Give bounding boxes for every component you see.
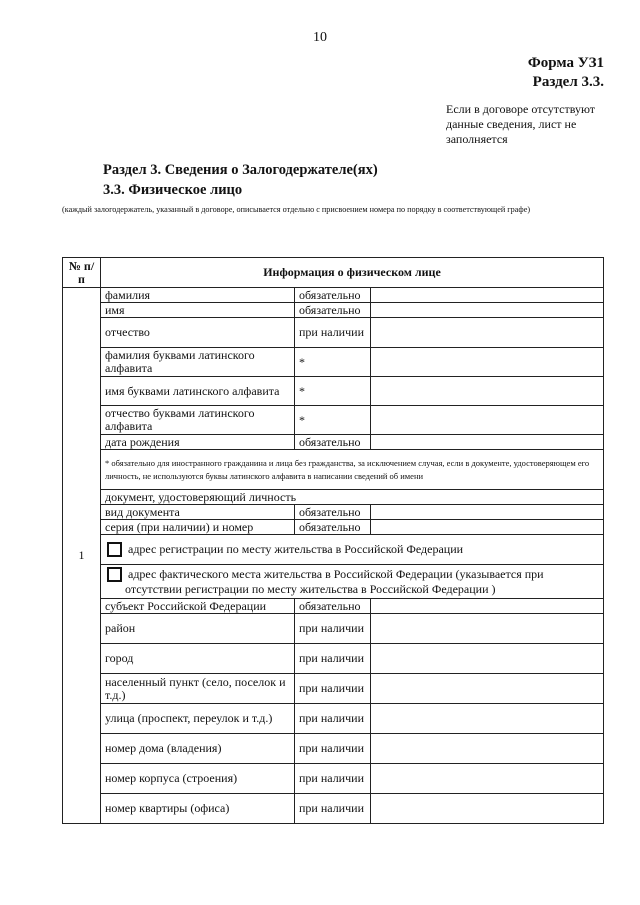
- table-row: [63, 535, 604, 565]
- row-requirement: *: [295, 406, 371, 435]
- row-requirement: при наличии: [295, 764, 371, 794]
- registration-checkbox-label: адрес регистрации по месту жительства в Российской Федерации: [128, 541, 464, 556]
- page-number: 10: [313, 30, 327, 45]
- row-label-patronymic: отчество: [101, 318, 295, 348]
- table-row: [63, 505, 604, 520]
- column-header-number: № п/п: [63, 258, 101, 288]
- table-row: [63, 674, 604, 704]
- value-cell-surname[interactable]: [371, 288, 604, 303]
- value-cell-house[interactable]: [371, 734, 604, 764]
- row-label-document-number: серия (при наличии) и номер: [101, 520, 295, 535]
- column-header-info: Информация о физическом лице: [101, 258, 604, 288]
- row-label-name: имя: [101, 303, 295, 318]
- row-requirement: *: [295, 348, 371, 377]
- subsection-title: 3.3. Физическое лицо: [103, 182, 243, 198]
- row-requirement: обязательно: [295, 435, 371, 450]
- value-cell-apartment[interactable]: [371, 794, 604, 824]
- actual-address-option: [101, 565, 604, 599]
- form-name: Форма УЗ1: [527, 55, 604, 71]
- row-label-surname: фамилия: [101, 288, 295, 303]
- actual-address-checkbox-label: адрес фактического места жительства в Российской Федерации (указывается при отсутствии регистрации по месту жительства в Российской Федерации ): [125, 566, 544, 597]
- table-row: [63, 490, 604, 505]
- table-row: [63, 734, 604, 764]
- table-row: [63, 520, 604, 535]
- row-label-document-type: вид документа: [101, 505, 295, 520]
- row-requirement: при наличии: [295, 644, 371, 674]
- section-title: Раздел 3. Сведения о Залогодержателе(ях): [103, 162, 378, 178]
- row-requirement: обязательно: [295, 288, 371, 303]
- value-cell-birth-date[interactable]: [371, 435, 604, 450]
- table-row: [63, 348, 604, 377]
- row-label-city: город: [101, 644, 295, 674]
- person-info-table: [62, 257, 604, 824]
- actual-address-checkbox[interactable]: [107, 567, 122, 582]
- table-row: [63, 599, 604, 614]
- table-row: [63, 764, 604, 794]
- value-cell-district[interactable]: [371, 614, 604, 644]
- table-row: [63, 377, 604, 406]
- table-row: [63, 565, 604, 599]
- value-cell-building[interactable]: [371, 764, 604, 794]
- table-row: [63, 450, 604, 490]
- row-requirement: обязательно: [295, 520, 371, 535]
- table-row: [63, 303, 604, 318]
- table-row: [63, 704, 604, 734]
- fill-note: Если в договоре отсутствуют данные сведения, лист не заполняется: [446, 102, 596, 146]
- instruction-text: (каждый залогодержатель, указанный в договоре, описывается отдельно с присвоением номера по порядку в соответствующей графе): [62, 205, 531, 214]
- row-label-apartment: номер квартиры (офиса): [101, 794, 295, 824]
- value-cell-city[interactable]: [371, 644, 604, 674]
- document-header: документ, удостоверяющий личность: [101, 490, 604, 505]
- row-requirement: при наличии: [295, 734, 371, 764]
- value-cell-patronymic-latin[interactable]: [371, 406, 604, 435]
- table-header-row: [63, 258, 604, 288]
- row-label-birth-date: дата рождения: [101, 435, 295, 450]
- table-row: [63, 406, 604, 435]
- table-row: [63, 644, 604, 674]
- row-requirement: обязательно: [295, 599, 371, 614]
- row-requirement: *: [295, 377, 371, 406]
- table-row: [63, 318, 604, 348]
- registration-address-option: [101, 535, 604, 565]
- row-requirement: при наличии: [295, 614, 371, 644]
- row-label-settlement: населенный пункт (село, поселок и т.д.): [101, 674, 295, 704]
- row-requirement: при наличии: [295, 318, 371, 348]
- row-requirement: при наличии: [295, 674, 371, 704]
- row-label-name-latin: имя буквами латинского алфавита: [101, 377, 295, 406]
- value-cell-region[interactable]: [371, 599, 604, 614]
- row-label-building: номер корпуса (строения): [101, 764, 295, 794]
- table-row: [63, 435, 604, 450]
- table-row: [63, 288, 604, 303]
- row-number: 1: [63, 288, 101, 824]
- value-cell-document-type[interactable]: [371, 505, 604, 520]
- value-cell-surname-latin[interactable]: [371, 348, 604, 377]
- value-cell-name[interactable]: [371, 303, 604, 318]
- value-cell-patronymic[interactable]: [371, 318, 604, 348]
- row-requirement: при наличии: [295, 794, 371, 824]
- row-label-street: улица (проспект, переулок и т.д.): [101, 704, 295, 734]
- value-cell-name-latin[interactable]: [371, 377, 604, 406]
- registration-checkbox[interactable]: [107, 542, 122, 557]
- value-cell-document-number[interactable]: [371, 520, 604, 535]
- row-label-region: субъект Российской Федерации: [101, 599, 295, 614]
- row-label-district: район: [101, 614, 295, 644]
- value-cell-street[interactable]: [371, 704, 604, 734]
- row-label-house: номер дома (владения): [101, 734, 295, 764]
- row-requirement: при наличии: [295, 704, 371, 734]
- table-row: [63, 614, 604, 644]
- table-row: [63, 794, 604, 824]
- row-requirement: обязательно: [295, 303, 371, 318]
- row-label-surname-latin: фамилия буквами латинского алфавита: [101, 348, 295, 377]
- form-section: Раздел 3.3.: [532, 74, 604, 90]
- latin-footnote: * обязательно для иностранного гражданина и лица без гражданства, за исключением случая, если в документе, удостоверяющем его личность, не используются буквы латинского алфавита в написании сведений об имени: [101, 450, 604, 490]
- row-requirement: обязательно: [295, 505, 371, 520]
- value-cell-settlement[interactable]: [371, 674, 604, 704]
- row-label-patronymic-latin: отчество буквами латинского алфавита: [101, 406, 295, 435]
